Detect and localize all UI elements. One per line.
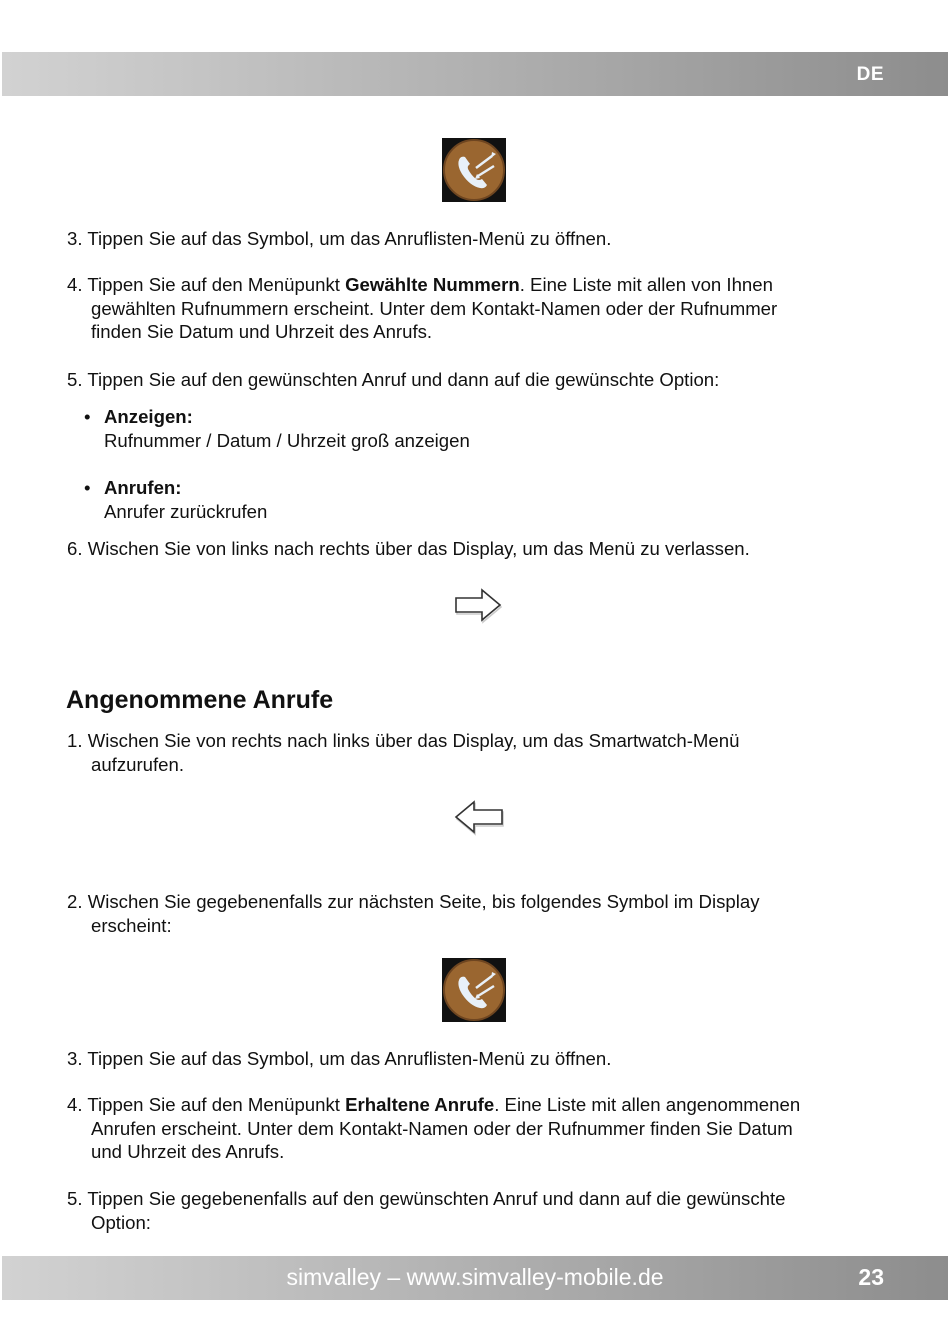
bullet-icon: •	[84, 406, 91, 427]
step-3: 3. Tippen Sie auf das Symbol, um das Anruflisten-Menü zu öffnen.	[67, 228, 612, 249]
option-anrufen: • Anrufen: Anrufer zurückrufen	[84, 477, 268, 522]
arrow-left-icon	[452, 798, 506, 836]
arrow-right-icon	[452, 586, 504, 624]
step-b1: 1. Wischen Sie von rechts nach links über das Display, um das Smartwatch-Menü aufzurufen.	[67, 730, 740, 775]
footer-band	[2, 1256, 948, 1300]
call-log-icon	[442, 138, 506, 202]
step-b5: 5. Tippen Sie gegebenenfalls auf den gewünschten Anruf und dann auf die gewünschte Option:	[67, 1188, 786, 1233]
language-label: DE	[856, 64, 884, 85]
step-6: 6. Wischen Sie von links nach rechts über das Display, um das Menü zu verlassen.	[67, 538, 750, 559]
option-anzeigen: • Anzeigen: Rufnummer / Datum / Uhrzeit groß anzeigen	[84, 406, 470, 451]
bullet-icon: •	[84, 477, 91, 498]
call-log-icon	[442, 958, 506, 1022]
page-number: 23	[858, 1264, 884, 1290]
step-b2: 2. Wischen Sie gegebenenfalls zur nächsten Seite, bis folgendes Symbol im Display erscheint:	[67, 891, 760, 936]
menu-item-name: Gewählte Nummern	[345, 274, 520, 295]
step-b4: 4. Tippen Sie auf den Menüpunkt Erhaltene Anrufe. Eine Liste mit allen angenommenen Anrufen erscheint. Unter dem Kontakt-Namen oder der Rufnummer finden Sie Datum und Uhrzeit des Anrufs.	[67, 1094, 801, 1162]
header-band	[2, 52, 948, 96]
step-4: 4. Tippen Sie auf den Menüpunkt Gewählte Nummern. Eine Liste mit allen von Ihnen gewählten Rufnummern erscheint. Unter dem Kontakt-Namen oder der Rufnummer finden Sie Datum und Uhrzeit des Anrufs.	[67, 274, 778, 342]
step-5: 5. Tippen Sie auf den gewünschten Anruf und dann auf die gewünschte Option:	[67, 369, 720, 390]
section-heading: Angenommene Anrufe	[66, 686, 334, 714]
step-b3: 3. Tippen Sie auf das Symbol, um das Anruflisten-Menü zu öffnen.	[67, 1048, 612, 1069]
footer-website: simvalley – www.simvalley-mobile.de	[286, 1264, 664, 1290]
menu-item-name: Erhaltene Anrufe	[345, 1094, 495, 1115]
